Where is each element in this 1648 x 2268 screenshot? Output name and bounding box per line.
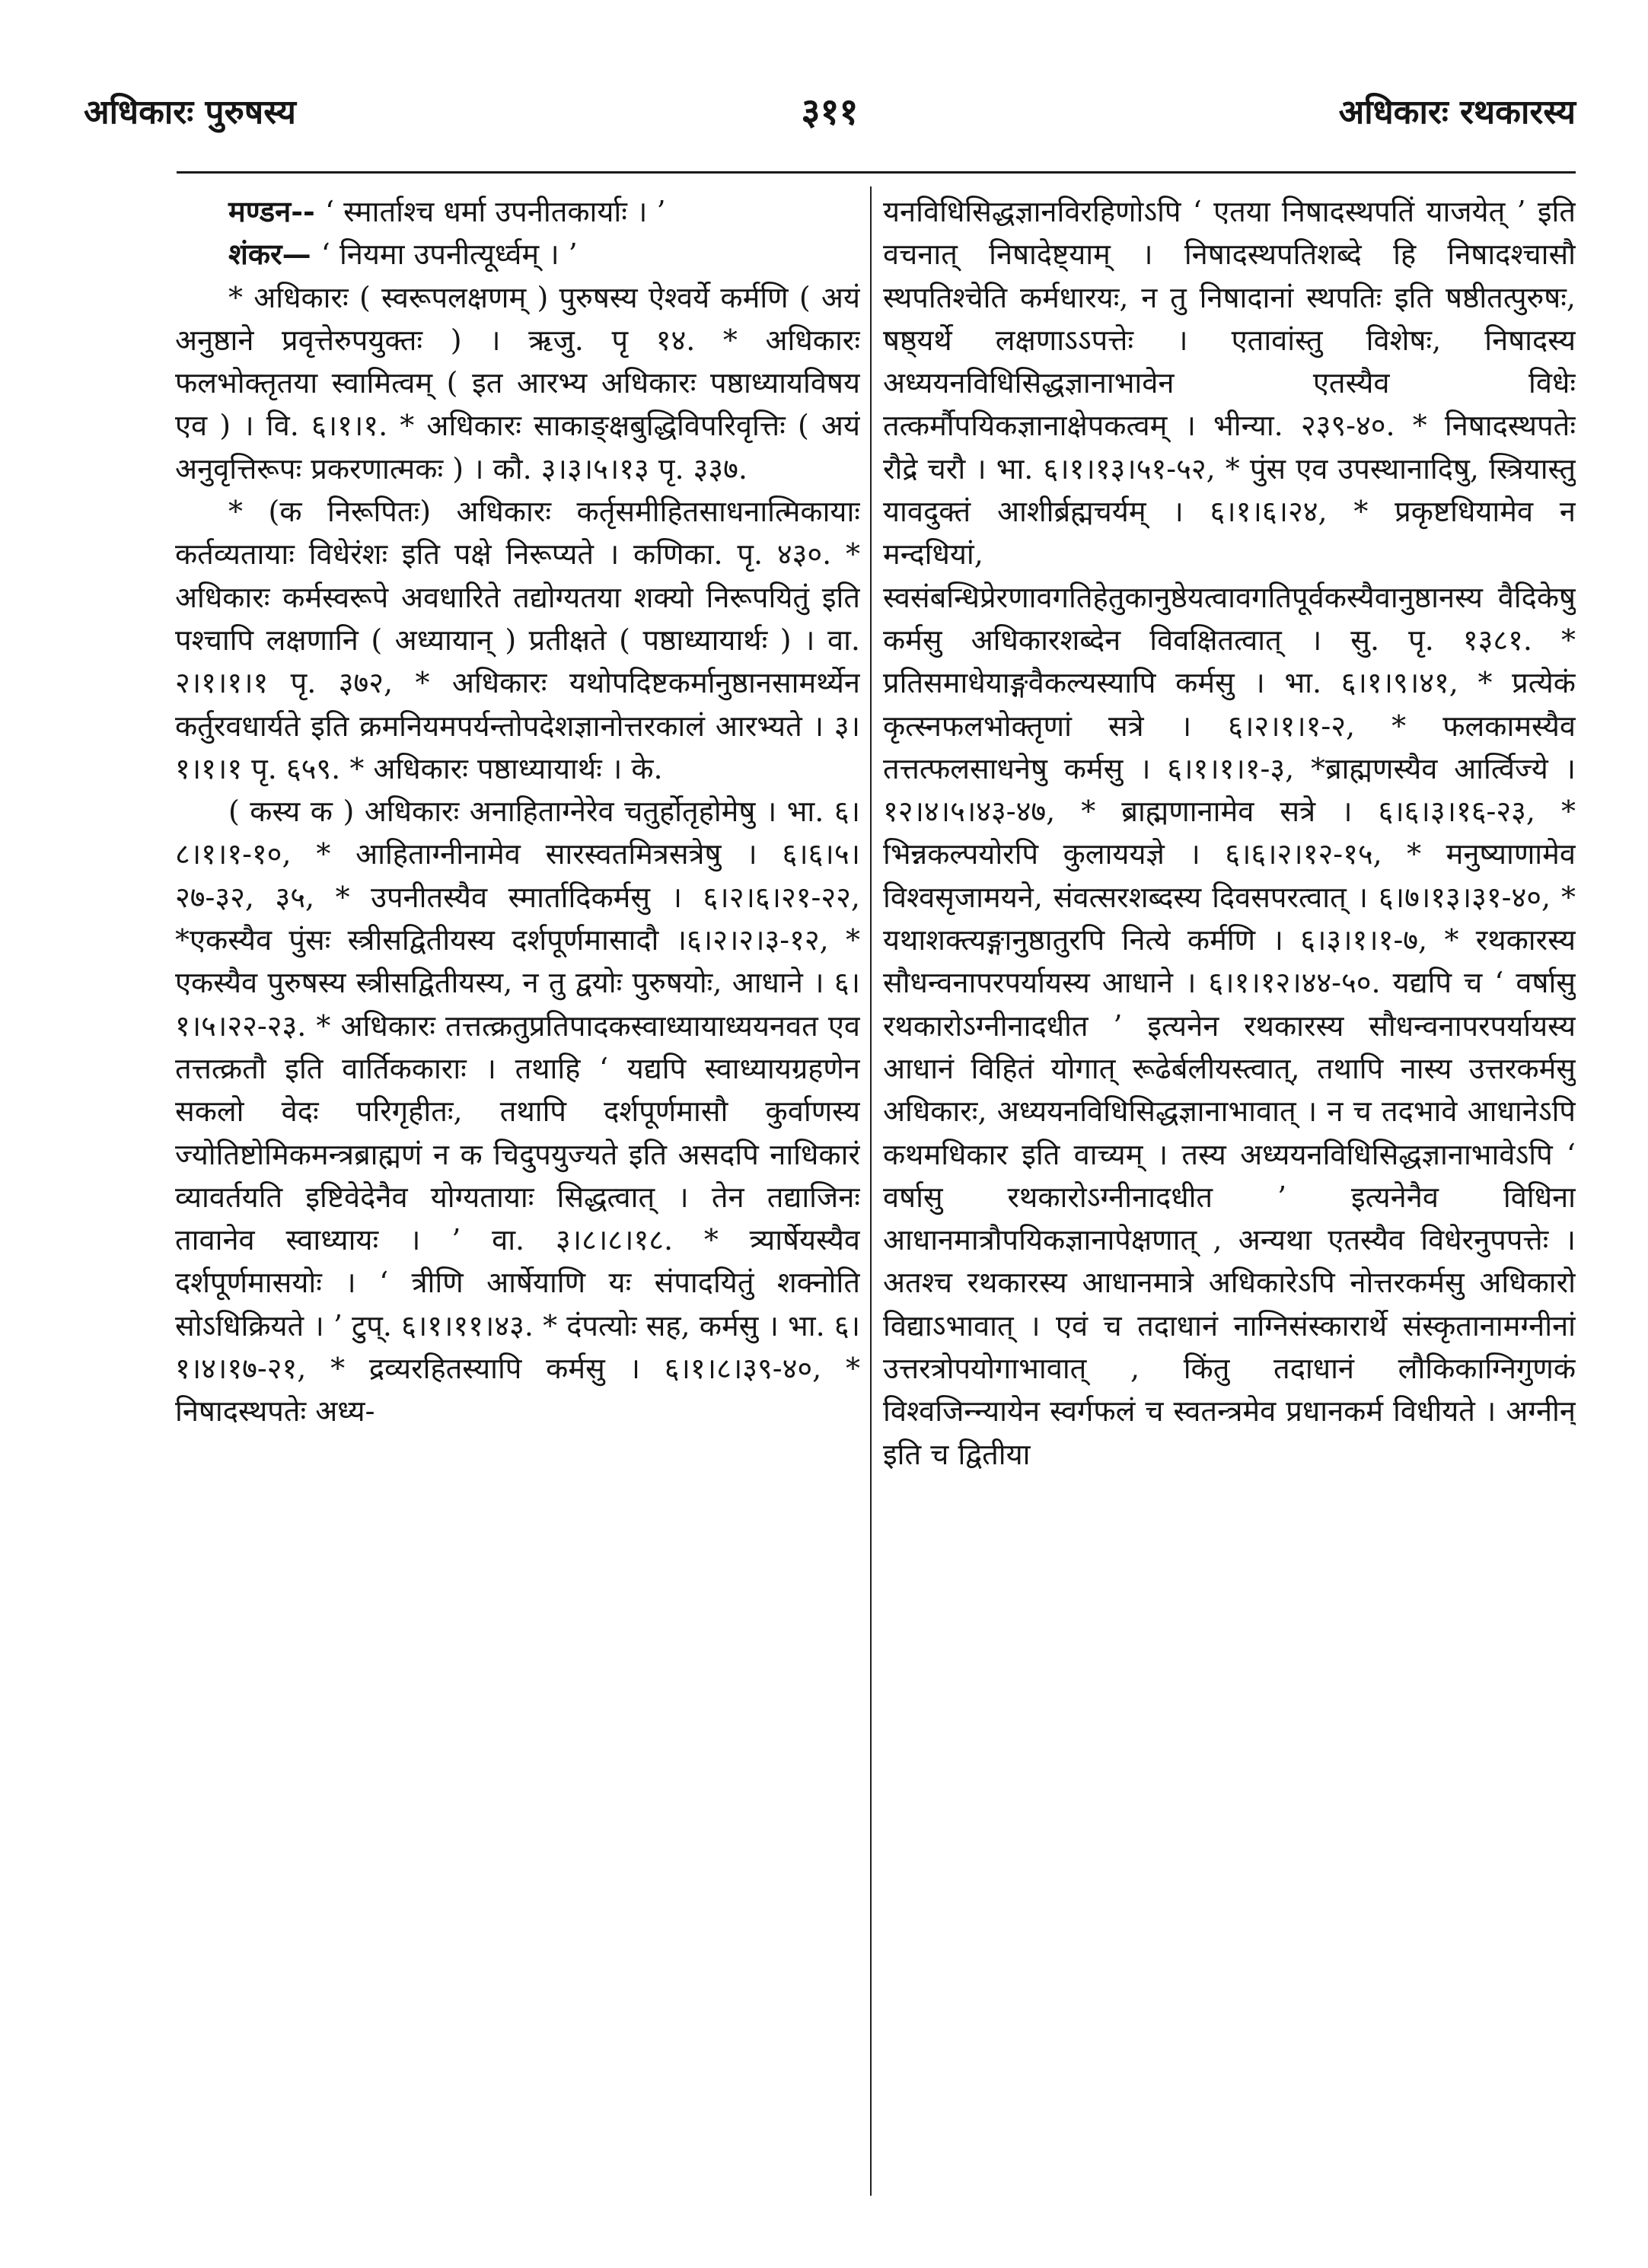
- page-number: ३११: [801, 91, 859, 133]
- quote-shankara-text: ‘ नियमा उपनीत्यूर्ध्वम् । ’: [320, 237, 578, 272]
- column-divider: [870, 186, 872, 2196]
- quote-mandana: [175, 190, 860, 233]
- quote-shankara: [175, 233, 860, 276]
- quote-mandana-title: मण्डन--: [228, 194, 325, 228]
- entry-paragraph-continued: यनविधिसिद्धज्ञानविरहिणोऽपि ‘ एतया निषादस्थपतिं याजयेत् ’ इति वचनात् निषादेष्ट्याम् । निषादस्थपतिशब्दे हि निषादश्चासौ स्थपतिश्चेति कर्मधारयः, न तु निषादानां स्थपतिः इति षष्ठीतत्पुरुषः, षष्ठ्यर्थे लक्षणाऽऽपत्तेः । एतावांस्तु विशेषः, निषादस्य अध्ययनविधिसिद्धज्ञानाभावेन एतस्यैव विधेः तत्कर्मौपयिकज्ञानाक्षेपकत्वम् । भीन्या. २३९-४०. * निषादस्थपतेः रौद्रे चरौ । भा. ६।१।१३।५१-५२, * पुंस एव उपस्थानादिषु, स्त्रियास्तु यावदुक्तं आशीर्ब्रह्मचर्यम् । ६।१।६।२४, * प्रकृष्टधियामेव न मन्दधियां, स्वसंबन्धिप्रेरणावगतिहेतुकानुष्ठेयत्वावगतिपूर्वकस्यैवानुष्ठानस्य वैदिकेषु कर्मसु अधिकारशब्देन विवक्षितत्वात् । सु. पृ. १३८१. * प्रतिसमाधेयाङ्गवैकल्यस्यापि कर्मसु । भा. ६।१।९।४१, * प्रत्येकं कृत्स्नफलभोक्तृणां सत्रे । ६।२।१।१-२, * फलकामस्यैव तत्तत्फलसाधनेषु कर्मसु । ६।१।१।१-३, *ब्राह्मणस्यैव आर्त्विज्ये । १२।४।५।४३-४७, * ब्राह्मणानामेव सत्रे । ६।६।३।१६-२३, * भिन्नकल्पयोरपि कुलाययज्ञे । ६।६।२।१२-१५, * मनुष्याणामेव विश्वसृजामयने, संवत्सरशब्दस्य दिवसपरत्वात् । ६।७।१३।३१-४०, * यथाशक्त्यङ्गानुष्ठातुरपि नित्ये कर्मणि । ६।३।१।१-७, * रथकारस्य सौधन्वनापरपर्यायस्य आधाने । ६।१।१२।४४-५०. यद्यपि च ‘ वर्षासु रथकारोऽग्नीनादधीत ’ इत्यनेन रथकारस्य सौधन्वनापरपर्यायस्य आधानं विहितं योगात् रूढेर्बलीयस्त्वात्, तथापि नास्य उत्तरकर्मसु अधिकारः, अध्ययनविधिसिद्धज्ञानाभावात् । न च तदभावे आधानेऽपि कथमधिकार इति वाच्यम् । तस्य अध्ययनविधिसिद्धज्ञानाभावेऽपि ‘ वर्षासु रथकारोऽग्नीनादधीत ’ इत्यनेनैव विधिना आधानमात्रौपयिकज्ञानापेक्षणात् , अन्यथा एतस्यैव विधेरनुपपत्तेः । अतश्च रथकारस्य आधानमात्रे अधिकारेऽपि नोत्तरकर्मसु अधिकारो विद्याऽभावात् । एवं च तदाधानं नाग्निसंस्कारार्थे संस्कृतानामग्नीनां उत्तरत्रोपयोगाभावात् , किंतु तदाधानं लौकिकाग्निगुणकं विश्वजिन्न्यायेन स्वर्गफलं च स्वतन्त्रमेव प्रधानकर्म विधीयते । अग्नीन् इति च द्वितीया: [883, 195, 1576, 1471]
- quote-mandana-text: ‘ स्मार्ताश्च धर्मा उपनीतकार्याः । ’: [324, 195, 666, 228]
- entry-paragraph-3: ( कस्य क ) अधिकारः अनाहिताग्नेरेव चतुर्होतृहोमेषु । भा. ६।८।१।१-१०, * आहिताग्नीनामेव सारस्वतमित्रसत्रेषु । ६।६।५।२७-३२, ३५, * उपनीतस्यैव स्मार्तादिकर्मसु । ६।२।६।२१-२२, *एकस्यैव पुंसः स्त्रीसद्वितीयस्य दर्शपूर्णमासादौ ।६।२।२।३-१२, * एकस्यैव पुरुषस्य स्त्रीसद्वितीयस्य, न तु द्वयोः पुरुषयोः, आधाने । ६।१।५।२२-२३. * अधिकारः तत्तत्क्रतुप्रतिपादकस्वाध्यायाध्ययनवत एव तत्तत्क्रतौ इति वार्तिककाराः । तथाहि ‘ यद्यपि स्वाध्यायग्रहणेन सकलो वेदः परिगृहीतः, तथापि दर्शपूर्णमासौ कुर्वाणस्य ज्योतिष्टोमिकमन्त्रब्राह्मणं न क चिदुपयुज्यते इति असदपि नाधिकारं व्यावर्तयति इष्टिवेदेनैव योग्यतायाः सिद्धत्वात् । तेन तद्याजिनः तावानेव स्वाध्यायः । ’ वा. ३।८।८।१८. * त्र्यार्षेयस्यैव दर्शपूर्णमासयोः । ‘ त्रीणि आर्षेयाणि यः संपादयितुं शक्नोति सोऽधिक्रियते । ’ टुप्. ६।१।११।४३. * दंपत्योः सह, कर्मसु । भा. ६।१।४।१७-२१, * द्रव्यरहितस्यापि कर्मसु । ६।१।८।३९-४०, * निषादस्थपतेः अध्य-: [175, 795, 860, 1429]
- right-column: [883, 190, 1576, 2200]
- header-left-title: अधिकारः पुरुषस्य: [84, 93, 296, 132]
- entry-paragraph-2: * (क निरूपितः) अधिकारः कर्तृसमीहितसाधनात्मिकायाः कर्तव्यतायाः विधेरंशः इति पक्षे निरूप्यते । कणिका. पृ. ४३०. * अधिकारः कर्मस्वरूपे अवधारिते तद्योग्यतया शक्यो निरूपयितुं इति पश्चापि लक्षणानि ( अध्यायान् ) प्रतीक्षते ( पष्ठाध्यायार्थः ) । वा. २।१।१।१ पृ. ३७२, * अधिकारः यथोपदिष्टकर्मानुष्ठानसामर्थ्येन कर्तुरवधार्यते इति क्रमनियमपर्यन्तोपदेशज्ञानोत्तरकालं आरभ्यते । ३।१।१।१ पृ. ६५९. * अधिकारः पष्ठाध्यायार्थः । के.: [175, 495, 860, 785]
- running-header: [84, 80, 1576, 148]
- left-column: [175, 190, 860, 2200]
- entry-paragraph-1: * अधिकारः ( स्वरूपलक्षणम् ) पुरुषस्य ऐश्वर्ये कर्मणि ( अयं अनुष्ठाने प्रवृत्तेरुपयुक्तः ) । ऋजु. पृ १४. * अधिकारः फलभोक्तृतया स्वामित्वम् ( इत आरभ्य अधिकारः पष्ठाध्यायविषय एव ) । वि. ६।१।१. * अधिकारः साकाङ्क्षबुद्धिविपरिवृत्तिः ( अयं अनुवृत्तिरूपः प्रकरणात्मकः ) । कौ. ३।३।५।१३ पृ. ३३७.: [175, 280, 860, 486]
- quote-shankara-title: शंकर—: [228, 237, 321, 272]
- header-rule: [177, 171, 1576, 174]
- header-right-title: अधिकारः रथकारस्य: [1338, 93, 1576, 132]
